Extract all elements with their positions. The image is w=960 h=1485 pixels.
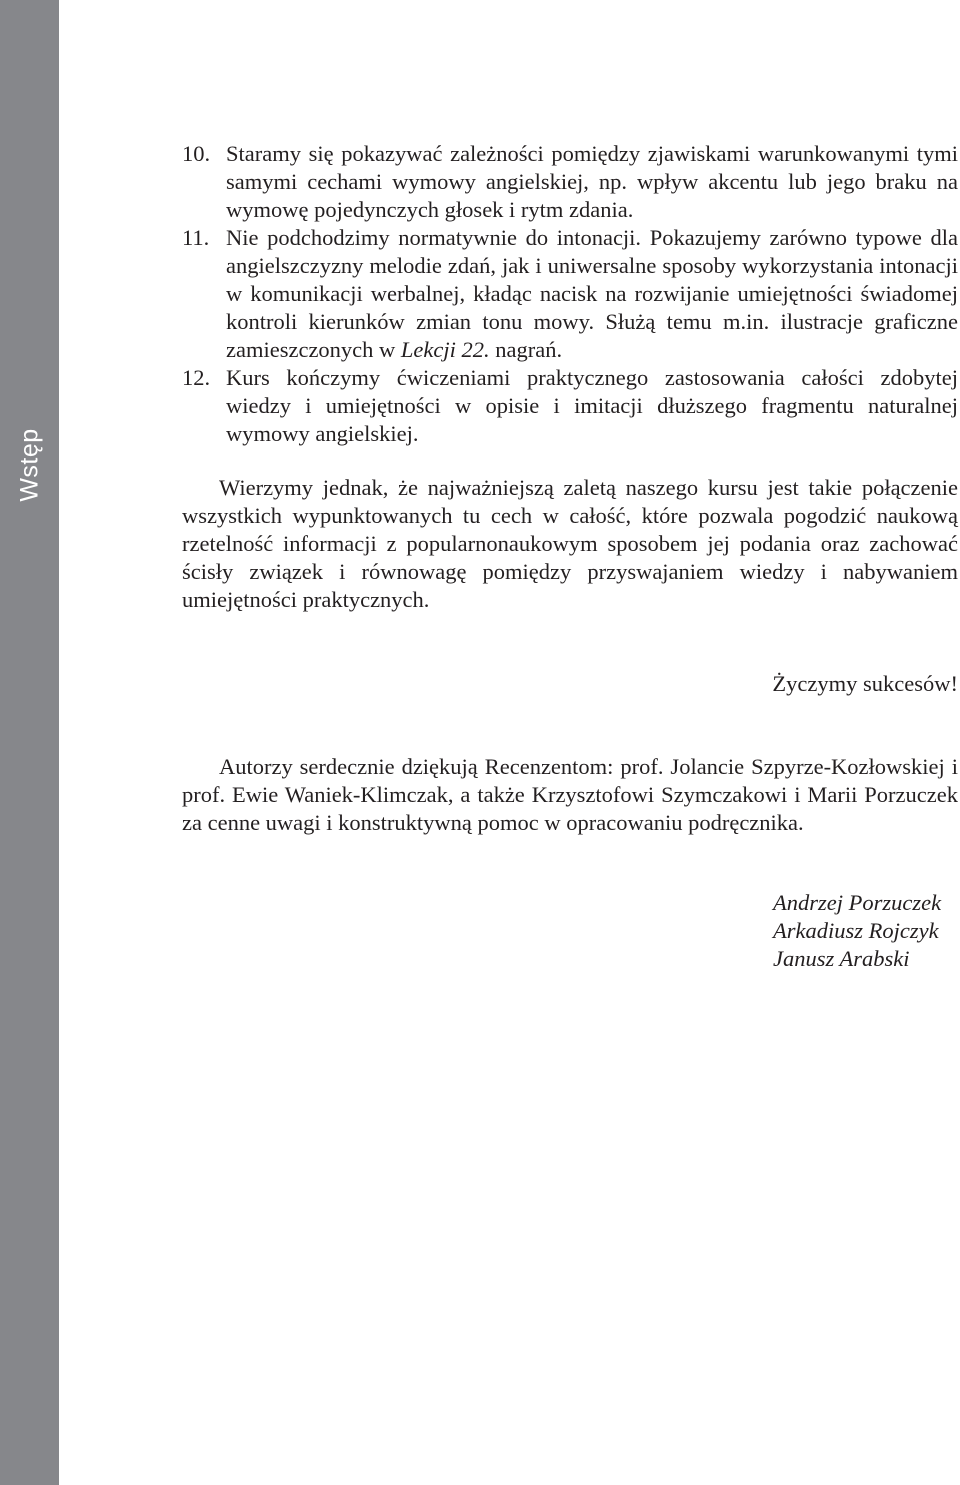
- acknowledgements-paragraph: Autorzy serdecznie dziękują Recenzentom: prof. Jolancie Szpyrze-Kozłowskiej i prof. Ewie Waniek-Klimczak, a także Krzysztofowi Szymczakowi i Marii Porzuczek za cenne uwagi i konstruktywną pomoc w opracowaniu podręcznika.: [182, 754, 958, 835]
- section-label: Wstęp: [15, 428, 44, 502]
- list-item-number: 11.: [182, 225, 210, 250]
- list-item: [182, 364, 958, 448]
- list-item: [182, 224, 958, 364]
- list-item-text: Staramy się pokazywać zależności pomiędzy zjawiskami warunkowanymi tymi samymi cechami wymowy angielskiej, np. wpływ akcentu lub jego braku na wymowę pojedynczych głosek i rytm zdania.: [226, 141, 958, 222]
- lesson-reference: Lekcji 22.: [400, 337, 490, 362]
- feature-list: [182, 140, 958, 448]
- list-item-text: Kurs kończymy ćwiczeniami praktycznego zastosowania całości zdobytej wiedzy i umiejętności w opisie i imitacji dłuższego fragmentu naturalnej wymowy angielskiej.: [226, 365, 958, 446]
- list-item-text-end: nagrań.: [489, 337, 563, 362]
- summary-paragraph: Wierzymy jednak, że najważniejszą zaletą naszego kursu jest takie połączenie wszystkich wypunktowanych tu cech w całość, które pozwala pogodzić naukową rzetelność informacji z popularnonaukowym sposobem jej podania oraz zachować ścisły związek i równowagę pomiędzy przyswajaniem wiedzy i nabywaniem umiejętności praktycznych.: [182, 475, 958, 612]
- list-item-number: 12.: [182, 365, 211, 390]
- author-name: Arkadiusz Rojczyk: [773, 918, 939, 943]
- list-item-number: 10.: [182, 141, 211, 166]
- closing-wish: Życzymy sukcesów!: [772, 671, 958, 696]
- list-item-text: Nie podchodzimy normatywnie do intonacji. Pokazujemy zarówno typowe dla angielszczyzny melodie zdań, jak i uniwersalne sposoby wykorzystania intonacji w komunikacji werbalnej, kładąc nacisk na rozwijanie umiejętności świadomej kontroli kierunków zmian tonu mowy. Służą temu m.in. ilustracje graficzne zamieszczonych w: [226, 225, 958, 362]
- author-signatures: [773, 889, 941, 973]
- side-tab: [0, 0, 59, 1485]
- author-name: Andrzej Porzuczek: [773, 890, 942, 915]
- list-item: [182, 140, 958, 224]
- author-name: Janusz Arabski: [773, 946, 910, 971]
